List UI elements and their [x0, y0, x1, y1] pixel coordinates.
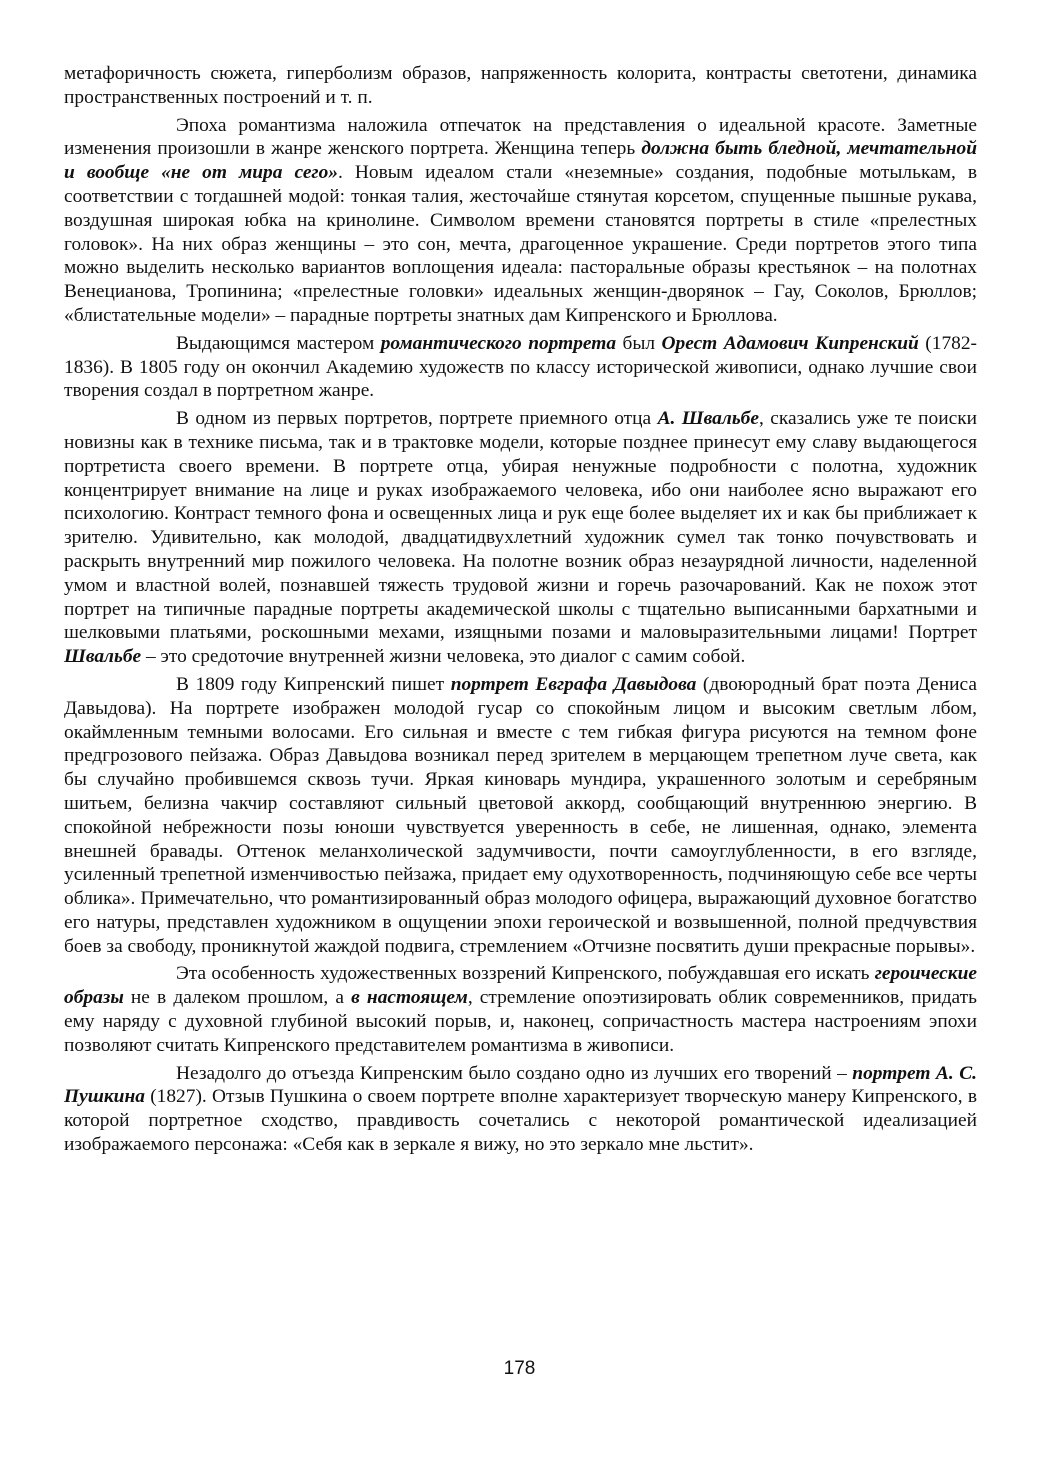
page-number: 178	[503, 1358, 536, 1379]
emphasis-text: портрет А. С. Пушкина	[64, 1062, 977, 1108]
emphasis-text: романтического портрета	[380, 332, 617, 354]
body-text: , стремление опоэтизировать облик современников, придать ему наряду с духовной глубиной высокий порыв, и, наконец, сопричастность мастера настроениям эпохи позволяют считать Кипренского представителем романтизма в живописи.	[64, 987, 977, 1056]
body-text: метафоричность сюжета, гиперболизм образов, напряженность колорита, контрасты светотени, динамика пространственных построений и т. п.	[64, 63, 977, 108]
paragraph	[64, 332, 977, 403]
paragraph	[64, 407, 977, 669]
body-text: , сказались уже те поиски новизны как в технике письма, так и в трактовке модели, которые позднее принесут ему славу выдающегося портретиста своего времени. В портрете отца, убирая ненужные подробности с полотна, художник концентрирует внимание на лице и руках изображаемого человека, ибо они наиболее ясно выражают его психологию. Контраст темного фона и освещенных лица и рук еще более выделяет их и как бы приближает к зрителю. Удивительно, как молодой, двадцатидвухлетний художник сумел так тонко почувствовать и раскрыть внутренний мир пожилого человека. На полотне возник образ незаурядной личности, наделенной умом и властной волей, познавшей тяжесть трудовой жизни и горечь разочарований. Как не похож этот портрет на типичные парадные портреты академической школы с тщательно выписанными бархатными и шелковыми платьями, роскошными мехами, изящными позами и маловыразительными лицами! Портрет	[64, 408, 977, 644]
emphasis-text: Швальбе	[64, 646, 142, 668]
emphasis-text: портрет Евграфа Давыдова	[450, 673, 697, 695]
emphasis-text: должна быть бледной, мечтательной и вообще «не от мира сего»	[64, 138, 977, 184]
body-text: (1782-1836). В 1805 году он окончил Академию художеств по классу исторической живописи, однако лучшие свои творения создал в портретном жанре.	[64, 332, 977, 402]
document-body	[64, 62, 977, 1157]
body-text: – это средоточие внутренней жизни человека, это диалог с самим собой.	[141, 646, 746, 668]
paragraph	[64, 114, 977, 328]
body-text: В 1809 году Кипренский пишет	[176, 673, 451, 695]
paragraph	[64, 1062, 977, 1157]
paragraph	[64, 962, 977, 1057]
body-text: (двоюродный брат поэта Дениса Давыдова). На портрете изображен молодой гусар со спокойным лицом и высоким светлым лбом, окаймленным темными волосами. Его сильная и вместе с тем гибкая фигура рисуются на темном фоне предгрозового пейзажа. Образ Давыдова возникал перед зрителем в мерцающем трепетном луче света, как бы случайно пробившемся сквозь тучи. Яркая киноварь мундира, украшенного золотым и серебряным шитьем, белизна чакчир составляют сильный цветовой аккорд, сообщающий внутреннюю энергию. В спокойной небрежности позы юноши чувствуется уверенность в себе, не лишенная, однако, элемента внешней бравады. Оттенок меланхолической задумчивости, почти самоуглубленности, в его взгляде, усиленный трепетной изменчивостью пейзажа, придает ему одухотворенность, подчиняющую себе все черты облика». Примечательно, что романтизированный образ молодого офицера, выражающий духовное богатство его натуры, представлен художником в ощущении эпохи героической и возвышенной, полной предчувствия боев за свободу, проникнутой жаждой подвига, стремлением «Отчизне посвятить души прекрасные порывы».	[64, 673, 977, 957]
emphasis-text: в настоящем	[351, 987, 468, 1009]
emphasis-text: героические образы	[64, 963, 977, 1009]
body-text: Незадолго до отъезда Кипренским было создано одно из лучших его творений –	[176, 1062, 853, 1084]
body-text: В одном из первых портретов, портрете приемного отца	[176, 408, 658, 430]
body-text: не в далеком прошлом, а	[123, 987, 352, 1009]
paragraph	[64, 62, 977, 110]
emphasis-text: А. Швальбе	[657, 408, 759, 430]
emphasis-text: Орест Адамович Кипренский	[661, 332, 919, 354]
paragraph	[64, 673, 977, 959]
body-text: Выдающимся мастером	[176, 332, 381, 354]
body-text: Эпоха романтизма наложила отпечаток на представления о идеальной красоте. Заметные изменения произошли в жанре женского портрета. Женщина теперь	[64, 114, 977, 160]
body-text: . Новым идеалом стали «неземные» создания, подобные мотылькам, в соответствии с тогдашней модой: тонкая талия, жесточайше стянутая корсетом, спущенные пышные рукава, воздушная широкая юбка на кринолине. Символом времени становятся портреты в стиле «прелестных головок». На них образ женщины – это сон, мечта, драгоценное украшение. Среди портретов этого типа можно выделить несколько вариантов воплощения идеала: пасторальные образы крестьянок – на полотнах Венецианова, Тропинина; «прелестные головки» идеальных женщин-дворянок – Гау, Соколов, Брюллов; «блистательные модели» – парадные портреты знатных дам Кипренского и Брюллова.	[64, 162, 977, 326]
body-text: (1827). Отзыв Пушкина о своем портрете вполне характеризует творческую манеру Кипренского, в которой портретное сходство, правдивость сочетались с некоторой романтической идеализацией изображаемого персонажа: «Себя как в зеркале я вижу, но это зеркало мне льстит».	[64, 1086, 977, 1156]
body-text: Эта особенность художественных воззрений Кипренского, побуждавшая его искать	[176, 963, 875, 985]
body-text: был	[616, 332, 662, 354]
